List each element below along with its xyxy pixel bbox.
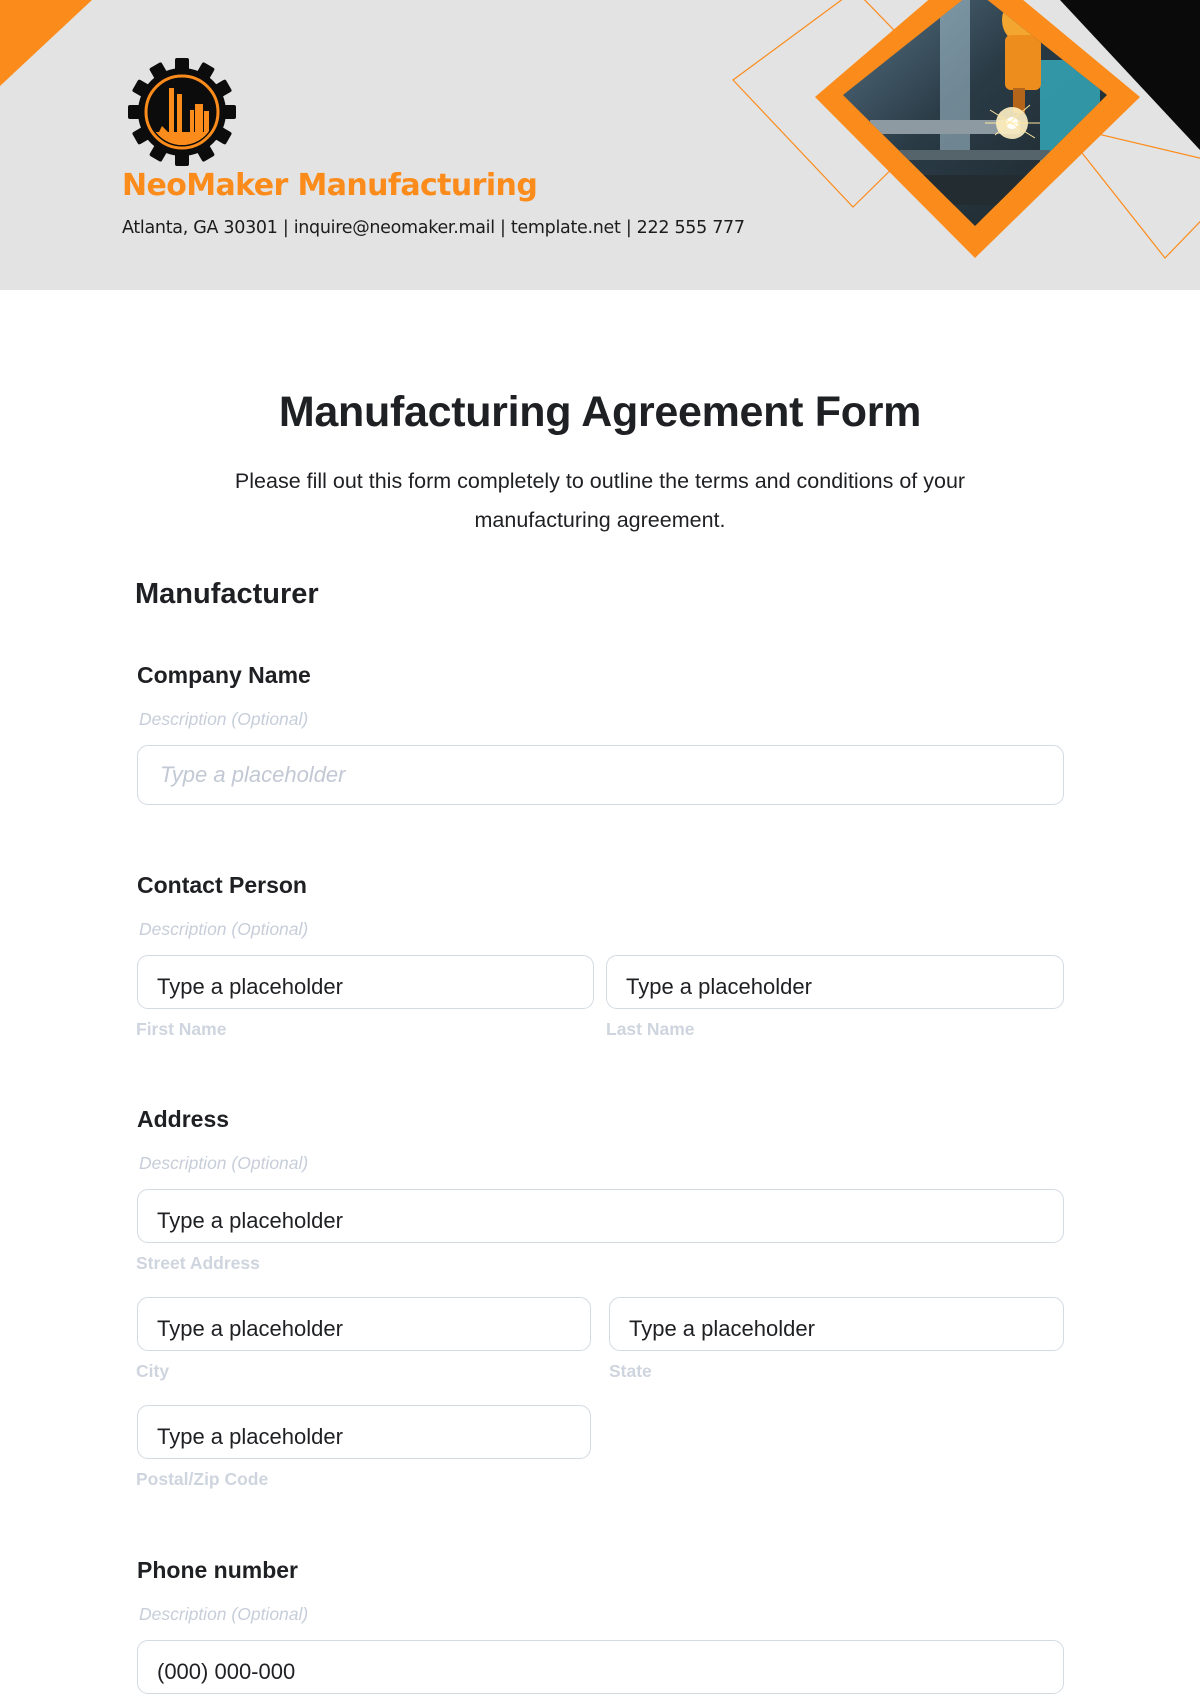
phone-number-value: (000) 000-000 — [157, 1659, 296, 1684]
contact-person-label: Contact Person — [137, 872, 307, 898]
company-name: NeoMaker Manufacturing — [122, 168, 538, 203]
city-value: Type a placeholder — [157, 1316, 343, 1341]
state-input[interactable] — [609, 1297, 1064, 1351]
section-title-manufacturer: Manufacturer — [135, 578, 319, 610]
postal-code-sub-label: Postal/Zip Code — [136, 1469, 269, 1489]
letterhead-header — [0, 0, 1200, 290]
company-name-input[interactable] — [137, 745, 1064, 805]
last-name-sub-label: Last Name — [606, 1019, 695, 1039]
first-name-value: Type a placeholder — [157, 974, 343, 999]
phone-number-input[interactable] — [137, 1640, 1064, 1694]
factory-gear-icon — [126, 56, 238, 168]
contact-person-description: Description (Optional) — [139, 919, 309, 939]
street-address-sub-label: Street Address — [136, 1253, 260, 1273]
first-name-sub-label: First Name — [136, 1019, 227, 1039]
last-name-value: Type a placeholder — [626, 974, 812, 999]
state-sub-label: State — [609, 1361, 652, 1381]
address-description: Description (Optional) — [139, 1153, 309, 1173]
company-contact-info: Atlanta, GA 30301 | inquire@neomaker.mail | template.net | 222 555 777 — [122, 218, 745, 238]
city-input[interactable] — [137, 1297, 591, 1351]
company-name-description: Description (Optional) — [139, 709, 309, 729]
last-name-input[interactable] — [606, 955, 1064, 1009]
phone-number-label: Phone number — [137, 1557, 299, 1583]
company-name-placeholder: Type a placeholder — [160, 762, 346, 787]
phone-number-description: Description (Optional) — [139, 1604, 309, 1624]
city-sub-label: City — [136, 1361, 170, 1381]
postal-code-value: Type a placeholder — [157, 1424, 343, 1449]
form-title: Manufacturing Agreement Form — [278, 388, 922, 436]
first-name-input[interactable] — [137, 955, 594, 1009]
company-name-label: Company Name — [137, 662, 311, 688]
street-address-value: Type a placeholder — [157, 1208, 343, 1233]
street-address-input[interactable] — [137, 1189, 1064, 1243]
postal-code-input[interactable] — [137, 1405, 591, 1459]
form-intro: Please fill out this form completely to outline the terms and conditions of your manufacturing agreement. — [234, 469, 966, 532]
state-value: Type a placeholder — [629, 1316, 815, 1341]
address-label: Address — [137, 1106, 230, 1132]
